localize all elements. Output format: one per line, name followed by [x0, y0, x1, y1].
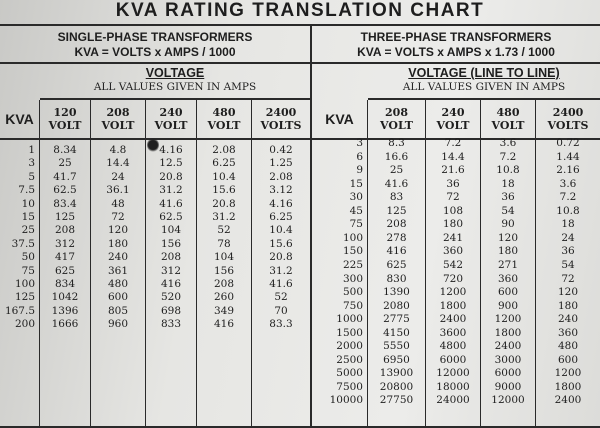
single-phase-value-cell: 805	[107, 304, 129, 317]
single-phase-values-note: ALL VALUES GIVEN IN AMPS	[93, 81, 257, 93]
single-phase-value-cell: 8.34	[53, 144, 77, 156]
single-phase-value-cell: 31.2	[212, 211, 236, 223]
three-phase-value-cell: 360	[557, 326, 579, 339]
single-phase-value-cell: 15.6	[269, 237, 293, 250]
three-phase-value-cell: 2080	[383, 299, 410, 312]
three-phase-col-header	[536, 100, 600, 140]
single-phase-value-cell: 1396	[51, 304, 79, 317]
single-phase-value-cell: 20.8	[269, 251, 293, 264]
three-phase-value-cell: 8.3	[388, 137, 405, 149]
single-phase-value-cell: 208	[54, 224, 76, 237]
single-phase-value-cell: 180	[107, 237, 129, 250]
three-phase-value-cell: 720	[442, 272, 464, 285]
three-phase-value-cell: 6950	[383, 353, 410, 366]
single-phase-value-column	[197, 140, 252, 426]
three-phase-kva-cell: 300	[342, 272, 363, 285]
single-phase-value-cell: 833	[160, 318, 182, 331]
three-phase-value-cell: 54	[561, 258, 575, 271]
single-phase-value-cell: 70	[274, 304, 288, 317]
three-phase-value-cell: 830	[386, 272, 407, 285]
single-phase-value-cell: 6.25	[212, 157, 236, 170]
single-phase-value-cell: 1.25	[269, 157, 293, 170]
single-phase-value-cell: 10.4	[212, 170, 236, 183]
single-phase-kva-cell: 100	[14, 278, 35, 290]
three-phase-kva-column	[312, 137, 368, 426]
single-phase-title	[0, 26, 310, 64]
single-phase-value-cell: 208	[160, 251, 182, 264]
three-phase-kva-cell: 9	[356, 164, 363, 177]
three-phase-kva-cell: 6	[356, 150, 363, 163]
single-phase-value-cell: 417	[54, 251, 76, 264]
three-phase-value-cell: 10.8	[556, 204, 580, 217]
three-phase-kva-cell: 75	[349, 218, 363, 231]
three-phase-value-cell: 416	[386, 245, 407, 258]
three-phase-value-cell: 180	[557, 299, 579, 312]
single-phase-kva-column	[0, 140, 40, 426]
three-phase-value-cell: 18	[561, 218, 575, 231]
single-phase-value-cell: 62.5	[53, 184, 77, 197]
three-phase-kva-cell: 5000	[336, 367, 363, 380]
three-phase-kva-cell: 225	[342, 258, 363, 271]
single-phase-value-cell: 600	[107, 291, 129, 304]
three-phase-value-cell: 83	[389, 191, 404, 204]
single-phase-value-cell: 14.4	[106, 157, 130, 170]
single-phase-kva-cell: 3	[28, 157, 35, 170]
three-phase-value-cell: 3.6	[559, 177, 577, 190]
single-phase-kva-cell: 125	[14, 291, 35, 304]
three-phase-value-cell: 10.8	[496, 164, 520, 177]
single-phase-value-cell: 156	[160, 237, 182, 250]
single-phase-col-header	[197, 100, 252, 140]
three-phase-value-cell: 27750	[379, 394, 414, 407]
three-phase-value-column	[426, 137, 481, 426]
three-phase-value-cell: 21.6	[441, 164, 465, 177]
three-phase-kva-cell: 1500	[336, 326, 363, 339]
three-phase-value-cell: 54	[501, 204, 515, 217]
three-phase-value-cell: 900	[497, 299, 519, 312]
three-phase-col-header	[426, 100, 481, 140]
single-phase-kva-cell: 200	[14, 318, 35, 331]
three-phase-value-cell: 16.6	[384, 150, 409, 163]
single-phase-value-cell: 25	[58, 157, 72, 170]
three-phase-value-cell: 271	[497, 258, 519, 271]
three-phase-col-unit: VOLT	[491, 119, 525, 132]
three-phase-value-cell: 0.72	[556, 137, 580, 149]
single-phase-kva-cell: 5	[28, 170, 35, 183]
three-phase-value-cell: 13900	[379, 367, 414, 380]
three-phase-value-cell: 480	[557, 340, 579, 353]
single-phase-value-cell: 2.08	[269, 170, 293, 183]
single-phase-value-cell: 4.16	[269, 197, 293, 210]
single-phase-kva-cell: 25	[21, 224, 35, 237]
three-phase-value-cell: 9000	[494, 380, 522, 393]
three-phase-value-cell: 2775	[383, 313, 410, 326]
single-phase-value-cell: 52	[217, 224, 231, 237]
three-phase-title	[312, 26, 600, 64]
three-phase-value-column	[368, 137, 426, 426]
three-phase-value-cell: 36	[561, 245, 575, 258]
single-phase-value-cell: 52	[274, 291, 288, 304]
single-phase-value-cell: 12.5	[159, 157, 183, 170]
three-phase-value-cell: 125	[386, 204, 407, 217]
single-phase-value-cell: 83.3	[269, 318, 293, 331]
three-phase-value-cell: 6000	[494, 367, 522, 380]
three-phase-kva-cell: 30	[349, 191, 363, 204]
three-phase-col-volts: 2400	[552, 106, 584, 119]
single-phase-value-cell: 120	[107, 224, 129, 237]
three-phase-value-cell: 7.2	[444, 137, 462, 149]
single-phase-value-cell: 4.8	[109, 144, 127, 156]
three-phase-kva-cell: 45	[349, 204, 363, 217]
single-phase-col-header	[40, 100, 91, 140]
single-phase-value-cell: 416	[160, 278, 182, 290]
single-phase-value-cell: 3.12	[269, 184, 293, 197]
single-phase-formula: KVA = VOLTS x AMPS / 1000	[74, 45, 236, 59]
single-phase-value-cell: 4.16	[159, 144, 183, 156]
three-phase-value-cell: 36	[446, 177, 460, 190]
three-phase-value-cell: 1390	[383, 286, 410, 299]
single-phase-col-unit: VOLT	[101, 119, 135, 132]
three-phase-value-cell: 12000	[436, 367, 470, 380]
three-phase-value-cell: 4150	[383, 326, 410, 339]
ink-blot	[147, 138, 159, 152]
three-phase-value-cell: 600	[497, 286, 519, 299]
three-phase-value-cell: 208	[386, 218, 407, 231]
three-phase-value-cell: 180	[442, 218, 464, 231]
three-phase-voltage-header	[368, 64, 600, 100]
single-phase-value-cell: 1666	[51, 318, 79, 331]
three-phase-value-cell: 18	[501, 177, 515, 190]
three-phase-col-volts: 240	[441, 106, 465, 119]
single-phase-value-cell: 156	[213, 264, 235, 277]
three-phase-value-cell: 1800	[439, 299, 467, 312]
single-phase-value-cell: 41.6	[269, 278, 293, 290]
three-phase-kva-cell: 3	[356, 137, 363, 149]
single-phase-col-volts: 2400	[265, 106, 297, 119]
three-phase-voltage-heading: VOLTAGE (LINE TO LINE)	[408, 66, 560, 80]
three-phase-value-cell: 2400	[439, 313, 467, 326]
single-phase-col-header	[91, 100, 146, 140]
three-phase-value-cell: 90	[501, 218, 515, 231]
single-phase-kva-header: KVA	[0, 100, 40, 140]
single-phase-value-cell: 72	[111, 211, 125, 223]
three-phase-value-cell: 241	[442, 231, 464, 244]
three-phase-value-cell: 120	[497, 231, 519, 244]
single-phase-value-cell: 312	[54, 237, 76, 250]
single-phase-value-column	[40, 140, 91, 426]
single-phase-col-volts: 480	[212, 106, 236, 119]
three-phase-value-cell: 108	[442, 204, 464, 217]
single-phase-value-cell: 78	[217, 237, 231, 250]
single-phase-value-cell: 41.7	[53, 170, 77, 183]
three-phase-kva-cell: 2500	[336, 353, 363, 366]
single-phase-voltage-heading: VOLTAGE	[145, 66, 205, 80]
three-phase-value-cell: 18000	[436, 380, 470, 393]
single-phase-value-cell: 104	[160, 224, 182, 237]
three-phase-value-cell: 24	[561, 231, 575, 244]
three-phase-value-cell: 1800	[494, 326, 522, 339]
single-phase-value-cell: 36.1	[106, 184, 130, 197]
three-phase-kva-cell: 15	[349, 177, 363, 190]
chart-title: KVA RATING TRANSLATION CHART	[115, 0, 485, 21]
single-phase-kva-cell: 37.5	[11, 237, 35, 250]
three-phase-values-note: ALL VALUES GIVEN IN AMPS	[402, 81, 566, 93]
single-phase-value-cell: 24	[111, 170, 125, 183]
single-phase-value-cell: 416	[213, 318, 235, 331]
single-phase-value-cell: 48	[111, 197, 125, 210]
three-phase-col-header	[481, 100, 536, 140]
single-phase-value-cell: 260	[213, 291, 235, 304]
single-phase-value-cell: 104	[213, 251, 235, 264]
three-phase-value-cell: 1800	[554, 380, 582, 393]
three-phase-value-cell: 72	[561, 272, 575, 285]
single-phase-col-volts: 120	[53, 106, 77, 119]
three-phase-value-cell: 360	[497, 272, 519, 285]
three-phase-kva-cell: 750	[342, 299, 363, 312]
single-phase-value-cell: 41.6	[159, 197, 183, 210]
single-phase-value-cell: 10.4	[269, 224, 293, 237]
single-phase-value-cell: 520	[160, 291, 182, 304]
single-phase-kva-cell: 167.5	[4, 304, 35, 317]
single-phase-kva-cell: 50	[21, 251, 35, 264]
single-phase-value-cell: 125	[54, 211, 76, 223]
single-phase-value-column	[252, 140, 310, 426]
three-phase-title-line1: THREE-PHASE TRANSFORMERS	[360, 30, 552, 44]
three-phase-value-cell: 12000	[491, 394, 525, 407]
three-phase-value-column	[481, 137, 536, 426]
three-phase-value-cell: 24000	[436, 394, 470, 407]
three-phase-kva-cell: 100	[342, 231, 363, 244]
three-phase-value-cell: 2400	[554, 394, 582, 407]
single-phase-col-volts: 208	[106, 106, 130, 119]
three-phase-col-unit: VOLT	[380, 119, 413, 132]
single-phase-col-header	[252, 100, 310, 140]
single-phase-title-line1: SINGLE-PHASE TRANSFORMERS	[57, 30, 253, 44]
three-phase-value-cell: 1.44	[556, 150, 580, 163]
single-phase-value-cell: 208	[213, 278, 235, 290]
three-phase-value-cell: 25	[389, 164, 404, 177]
three-phase-value-cell: 6000	[439, 353, 467, 366]
three-phase-col-volts: 208	[385, 106, 408, 119]
single-phase-value-cell: 15.6	[212, 184, 236, 197]
single-phase-value-cell: 31.2	[269, 264, 293, 277]
single-phase-col-unit: VOLTS	[260, 119, 302, 132]
three-phase-value-cell: 20800	[379, 380, 414, 393]
three-phase-value-cell: 7.2	[499, 150, 517, 163]
three-phase-value-cell: 4800	[439, 340, 467, 353]
single-phase-value-cell: 1042	[51, 291, 79, 304]
single-phase-kva-cell: 7.5	[18, 184, 35, 197]
three-phase-value-cell: 7.2	[559, 191, 577, 204]
single-phase-value-cell: 31.2	[159, 184, 183, 197]
three-phase-kva-cell: 150	[342, 245, 363, 258]
three-phase-value-cell: 3600	[439, 326, 467, 339]
single-phase-value-cell: 960	[107, 318, 129, 331]
three-phase-kva-cell: 10000	[329, 394, 363, 407]
single-phase-col-volts: 240	[159, 106, 183, 119]
three-phase-value-cell: 180	[497, 245, 519, 258]
single-phase-value-cell: 480	[107, 278, 129, 290]
three-phase-value-cell: 2400	[494, 340, 522, 353]
single-phase-value-cell: 0.42	[269, 144, 293, 156]
three-phase-col-volts: 480	[496, 106, 520, 119]
single-phase-value-cell: 83.4	[53, 197, 77, 210]
three-phase-value-cell: 2.16	[556, 164, 580, 177]
single-phase-value-column	[146, 140, 197, 426]
three-phase-value-cell: 1200	[439, 286, 467, 299]
three-phase-col-unit: VOLT	[436, 119, 470, 132]
single-phase-value-cell: 625	[54, 264, 76, 277]
single-phase-value-cell: 698	[160, 304, 182, 317]
single-phase-value-cell: 312	[160, 264, 182, 277]
three-phase-value-column	[536, 137, 600, 426]
three-phase-value-cell: 1200	[554, 367, 582, 380]
three-phase-kva-cell: 1000	[336, 313, 363, 326]
single-phase-value-cell: 834	[54, 278, 76, 290]
single-phase-kva-cell: 15	[21, 211, 35, 223]
three-phase-value-cell: 36	[501, 191, 515, 204]
single-phase-col-unit: VOLT	[48, 119, 82, 132]
single-phase-value-cell: 2.08	[212, 144, 236, 156]
single-phase-value-cell: 62.5	[159, 211, 183, 223]
three-phase-value-cell: 41.6	[384, 177, 409, 190]
three-phase-value-cell: 625	[386, 258, 407, 271]
three-phase-value-cell: 600	[557, 353, 579, 366]
three-phase-value-cell: 360	[442, 245, 464, 258]
single-phase-value-cell: 20.8	[212, 197, 236, 210]
single-phase-value-cell: 20.8	[159, 170, 183, 183]
single-phase-value-cell: 6.25	[269, 211, 293, 223]
three-phase-col-unit: VOLTS	[547, 119, 589, 132]
single-phase-kva-cell: 75	[21, 264, 35, 277]
three-phase-value-cell: 14.4	[441, 150, 465, 163]
three-phase-value-cell: 240	[557, 313, 579, 326]
three-phase-value-cell: 72	[446, 191, 460, 204]
single-phase-col-unit: VOLT	[207, 119, 241, 132]
single-phase-col-header	[146, 100, 197, 140]
three-phase-value-cell: 5550	[383, 340, 410, 353]
single-phase-value-cell: 361	[107, 264, 129, 277]
three-phase-kva-cell: 500	[342, 286, 363, 299]
three-phase-col-header	[368, 100, 426, 140]
three-phase-value-cell: 542	[442, 258, 464, 271]
three-phase-formula: KVA = VOLTS x AMPS x 1.73 / 1000	[357, 45, 555, 59]
three-phase-value-cell: 3000	[494, 353, 522, 366]
three-phase-value-cell: 120	[557, 286, 579, 299]
single-phase-value-column	[91, 140, 146, 426]
three-phase-kva-cell: 7500	[336, 380, 363, 393]
three-phase-value-cell: 3.6	[499, 137, 517, 149]
single-phase-panel	[0, 24, 312, 428]
single-phase-value-cell: 240	[107, 251, 129, 264]
single-phase-kva-cell: 10	[21, 197, 35, 210]
three-phase-value-cell: 278	[386, 231, 407, 244]
three-phase-value-cell: 1200	[494, 313, 522, 326]
single-phase-voltage-header	[40, 64, 310, 100]
three-phase-kva-cell: 2000	[336, 340, 363, 353]
three-phase-kva-header: KVA	[312, 100, 368, 140]
three-phase-panel	[312, 24, 600, 428]
single-phase-value-cell: 349	[213, 304, 235, 317]
single-phase-kva-cell: 1	[28, 144, 35, 156]
single-phase-col-unit: VOLT	[154, 119, 188, 132]
